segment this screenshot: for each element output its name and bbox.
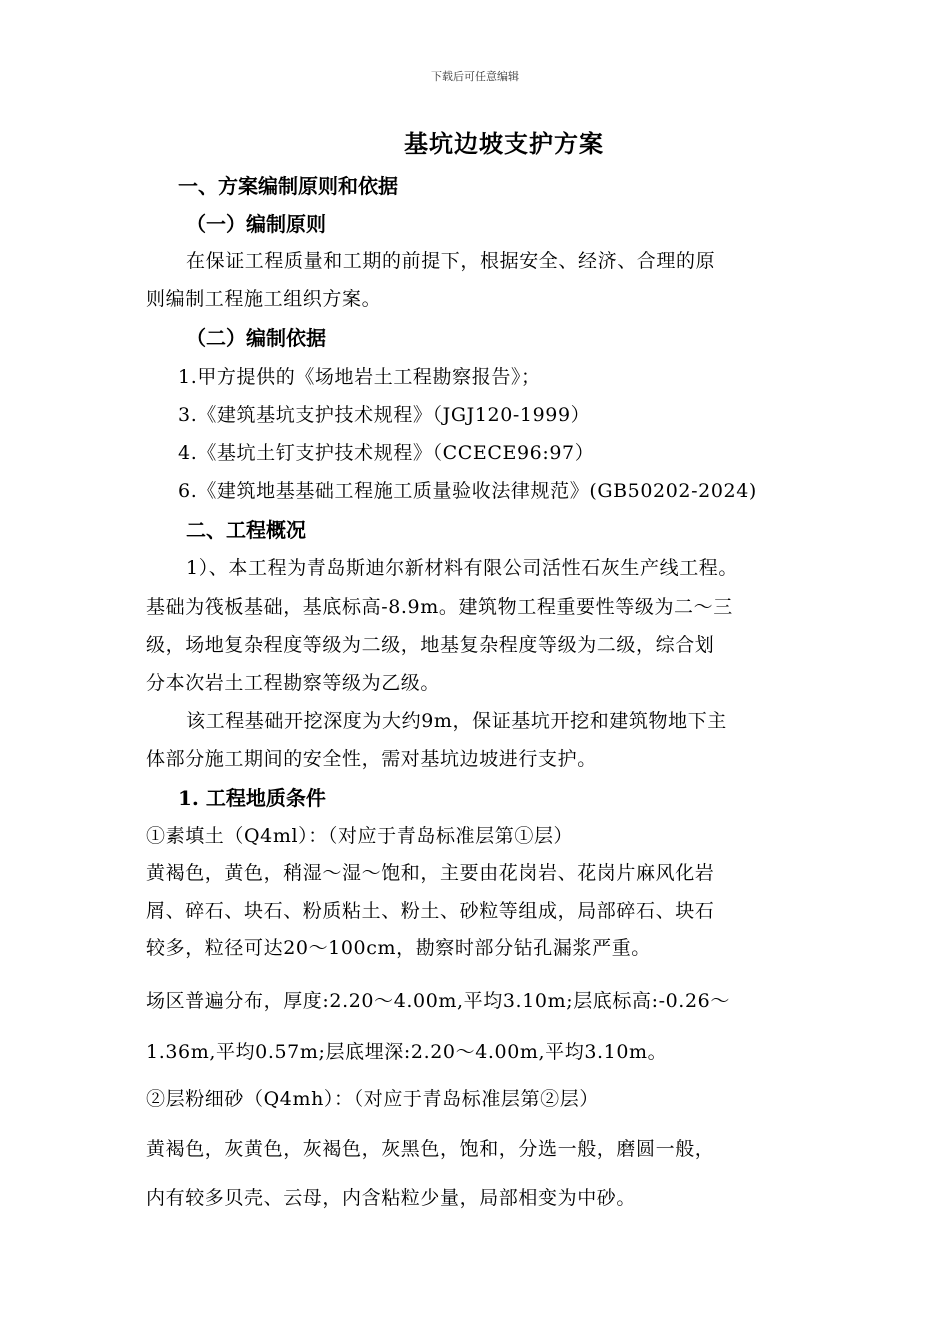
- list-item: 6.《建筑地基基础工程施工质量验收法律规范》(GB50202-2024): [178, 480, 757, 502]
- list-item: 3.《建筑基坑支护技术规程》（JGJ120-1999）: [178, 404, 591, 426]
- paragraph-line: 基础为筏板基础，基底标高-8.9m。建筑物工程重要性等级为二～三: [146, 596, 733, 618]
- layer-title: ②层粉细砂（Q4mh）：（对应于青岛标准层第②层）: [146, 1088, 599, 1110]
- subsection-heading-basis: （二）编制依据: [186, 326, 326, 350]
- section-heading-overview: 二、工程概况: [186, 518, 306, 542]
- download-note: 下载后可任意编辑: [431, 70, 519, 83]
- paragraph-line: 较多，粒径可达20～100cm，勘察时部分钻孔漏浆严重。: [146, 937, 651, 959]
- paragraph-line: 黄褐色，黄色，稍湿～湿～饱和，主要由花岗岩、花岗片麻风化岩: [146, 862, 715, 884]
- paragraph-line: 屑、碎石、块石、粉质粘土、粉土、砂粒等组成，局部碎石、块石: [146, 900, 715, 922]
- paragraph-line: 场区普遍分布，厚度:2.20～4.00m,平均3.10m;层底标高:-0.26～: [146, 990, 730, 1012]
- paragraph-line: 体部分施工期间的安全性，需对基坑边坡进行支护。: [146, 748, 597, 770]
- paragraph-line: 黄褐色，灰黄色，灰褐色，灰黑色，饱和，分选一般，磨圆一般，: [146, 1138, 715, 1160]
- subsection-heading-principle: （一）编制原则: [186, 212, 326, 236]
- layer-title: ①素填土（Q4ml）：（对应于青岛标准层第①层）: [146, 825, 574, 847]
- paragraph-line: 内有较多贝壳、云母，内含粘粒少量，局部相变为中砂。: [146, 1187, 637, 1209]
- paragraph-line: 级，场地复杂程度等级为二级，地基复杂程度等级为二级，综合划: [146, 634, 715, 656]
- paragraph-line: 在保证工程质量和工期的前提下，根据安全、经济、合理的原: [186, 250, 716, 272]
- paragraph-line: 分本次岩土工程勘察等级为乙级。: [146, 672, 441, 694]
- geology-heading: 1. 工程地质条件: [178, 786, 326, 810]
- paragraph-line: 1.36m,平均0.57m;层底埋深:2.20～4.00m,平均3.10m。: [146, 1041, 668, 1063]
- paragraph-line: 则编制工程施工组织方案。: [146, 288, 382, 310]
- section-heading-principles: 一、方案编制原则和依据: [178, 174, 398, 198]
- paragraph-line: 该工程基础开挖深度为大约9m，保证基坑开挖和建筑物地下主: [186, 710, 727, 732]
- paragraph-line: 1）、本工程为青岛斯迪尔新材料有限公司活性石灰生产线工程。: [186, 557, 738, 579]
- list-item: 1.甲方提供的《场地岩土工程勘察报告》；: [178, 366, 541, 388]
- list-item: 4.《基坑土钉支护技术规程》（CCECE96:97）: [178, 442, 595, 464]
- document-title: 基坑边坡支护方案: [404, 129, 604, 158]
